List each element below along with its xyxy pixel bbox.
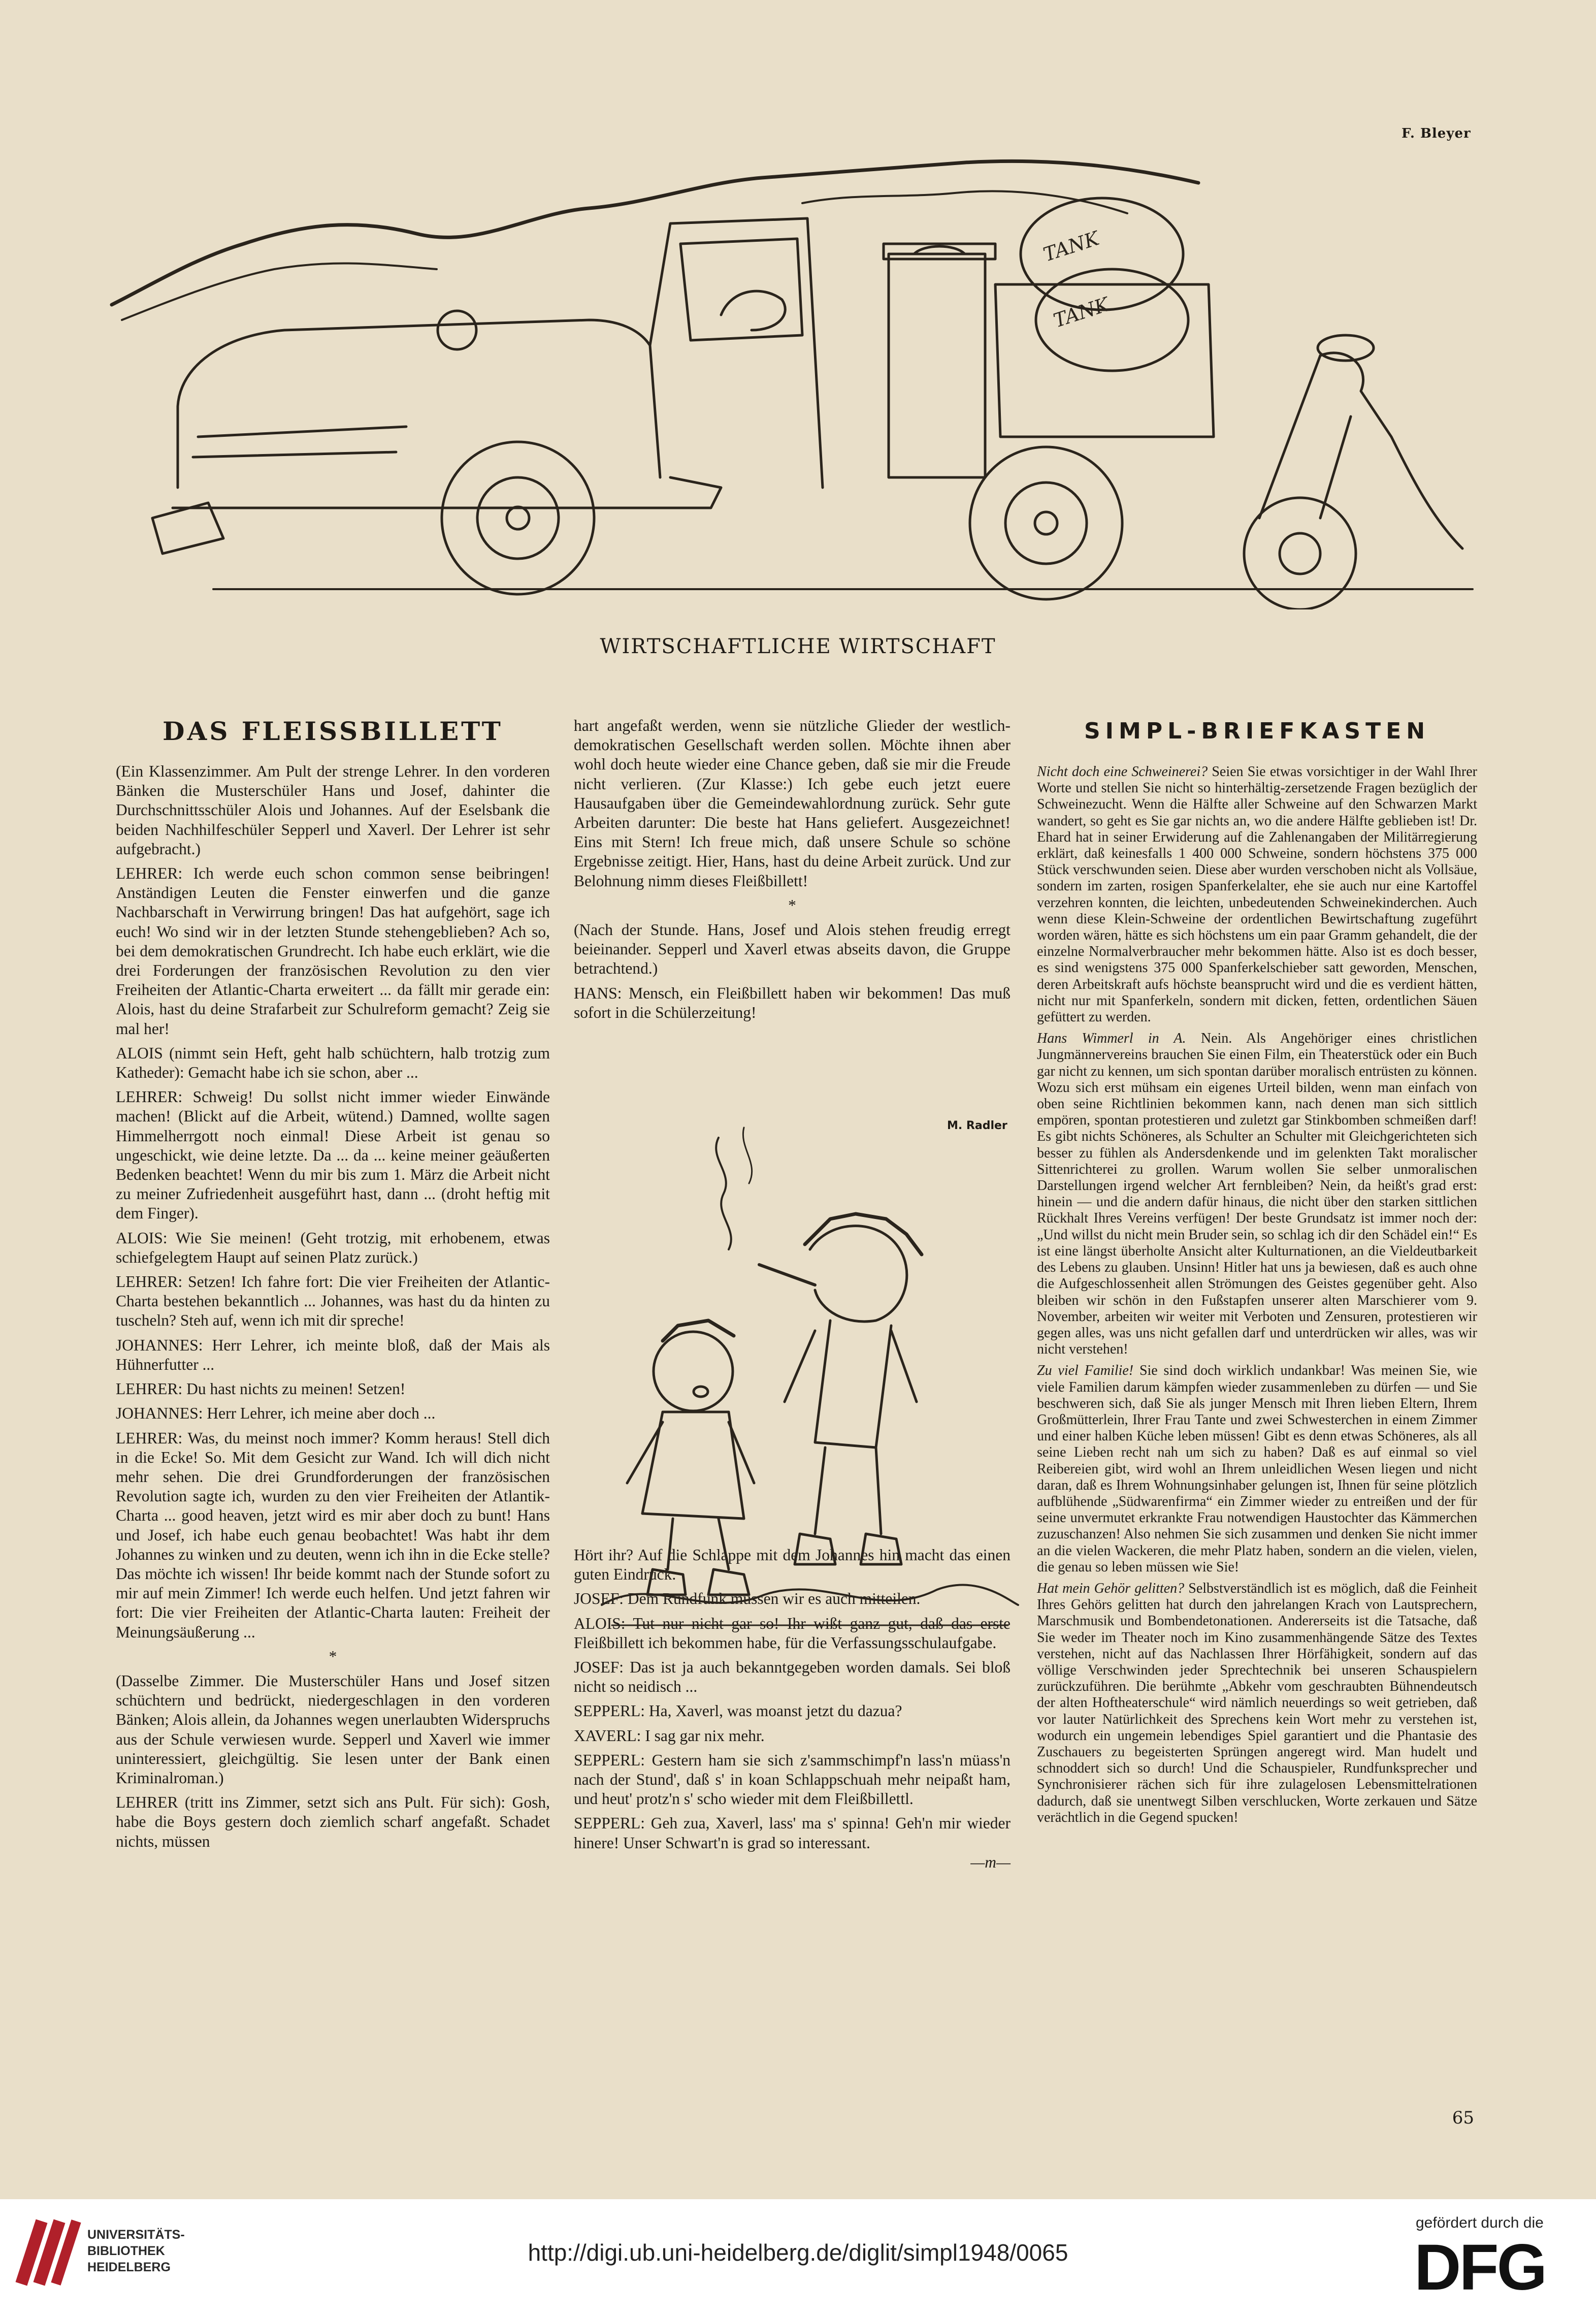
- article-paragraph: XAVERL: I sag gar nix mehr.: [574, 1726, 765, 1745]
- illustration-artist-credit: M. Radler: [947, 1119, 1007, 1132]
- letter-heading: Nicht doch eine Schweinerei?: [1037, 764, 1208, 780]
- two-boys-illustration: [592, 1117, 1023, 1640]
- briefkasten-title: SIMPL-BRIEFKASTEN: [1084, 718, 1430, 744]
- author-signature: —m—: [970, 1853, 1011, 1871]
- section-separator: *: [788, 896, 796, 914]
- briefkasten-letter: [1037, 1363, 1477, 1575]
- dfg-logo: DFG: [1414, 2231, 1546, 2304]
- article-paragraph: SEPPERL: Geh zua, Xaverl, lass' ma s' spinna! Geh'n mir wieder hinere! Unser Schwart'n is grad so interessant.: [574, 1814, 1011, 1852]
- article-paragraph: JOSEF: Das ist ja auch bekanntgegeben worden damals. Sei bloß nicht so neidisch ...: [574, 1658, 1011, 1696]
- article-fleissbillett: [116, 716, 550, 1856]
- article-paragraph: (Dasselbe Zimmer. Die Musterschüler Hans und Josef sitzen schüchtern und bedrückt, niedergeschlagen in den vorderen Bänken; Alois allein, da Johannes wegen unerlaubten Widerspruchs aus der Schule verwiesen wurde. Sepperl und Xaverl wie immer uninteressiert, gleichgültig. Sie lesen unter der Bank einen Kriminalroman.): [116, 1671, 550, 1787]
- article-paragraph: SEPPERL: Gestern ham sie sich z'sammschimpf'n lass'n müass'n nach der Stund', daß s' in koan Schlappschuah mehr neipaßt ham, und heut' protz'n s' scho wieder mit dem Fleißbillettl.: [574, 1751, 1011, 1808]
- article-paragraph: hart angefaßt werden, wenn sie nützliche Glieder der westlich-demokratischen Gesellschaft werden sollen. Möchte ihnen aber wohl doch heute wieder eine Chance geben, daß sie mir die Freude nicht verlieren. (Zur Klasse:) Ich gebe euch jetzt euere Hausaufgaben über die Gemeindewahlordnung zurück. Sehr gute Arbeiten darunter: Die beste hat Hans geliefert. Ausgezeichnet! Eins mit Stern! Ich freue mich, daß unsere Schule so schöne Ergebnisse zeitigt. Hier, Hans, hast du deine Arbeit zurück. Und zur Belohnung nimm dieses Fleißbillett!: [574, 717, 1011, 890]
- cartoon-artist-credit: F. Bleyer: [1402, 126, 1471, 141]
- simpl-briefkasten: [1037, 716, 1477, 1831]
- truck-cartoon-illustration: [91, 152, 1493, 609]
- letter-text: Nein. Als Angehöriger eines christlichen Jungmännervereins brauchen Sie einen Film, ein Theaterstück oder ein Buch gar nicht zu kennen, um sich spontan darüber moralisch entrüsten zu können. Wozu sich erst mühsam ein eigenes Urteil bilden, wenn man einfach von oben seine Richtlinien bekommen kann, nach denen man sich sittlich empören, spontan protestieren und zuletzt gar Stinkbomben schmeißen darf! Es gibt nichts Schöneres, als Schulter an Schulter mit Gleichgerichteten sich besser zu fühlen als Andersdenkende und im gelenkten Takt moralischer Sittenrichterei zu grollen. Warum wollen Sie selber unmoralischen Darstellungen irgend welcher Art fernbleiben? Nein, da heißt's grad erst: hinein — und die andern dafür hinaus, die nicht über den starken sittlichen Rückhalt Ihres Vereins verfügen! Der beste Grundsatz ist immer noch der: „Und willst du nicht mein Bruder sein, so schlag ich dir den Schädel ein!“ Es ist eine längst überholte Ansicht alter Kulturnationen, an die Vieldeutbarkeit des Lebens zu glauben. Unsinn! Hitler hat uns ja bewiesen, daß es auch ohne die Aufgeschlossenheit allen Strömungen des Geistes gegenüber geht. Also bleiben wir schön in den Fußstapfen unserer alten Marschierer vom 9. November, arbeiten wir weiter mit Verboten und Zensuren, protestieren wir gegen alles, was uns nicht gefallen darf und unterdrücken wir alles, was wir nicht verstehen!: [1037, 1031, 1477, 1358]
- letter-text: Selbstverständlich ist es möglich, daß die Feinheit Ihres Gehörs gelitten hat durch den jahrelangen Krach von Lautsprechern, Marschmusik und Bombendetonationen. Andererseits ist die Tatsache, daß Sie weder im Theater noch im Kino zusammenhängende Sätze des Textes verstehen, nicht auf das Nachlassen Ihrer Hörfähigkeit, sondern auf das völlige Verschwinden jeder Sprechtechnik bei unseren Schauspielern zurückzuführen. Die berühmte „Abkehr vom geschraubten Bühnendeutsch der alten Hoftheaterschule“ wird nämlich neuerdings so weit getrieben, daß vor lauter Natürlichkeit des Sprechens kein Wort mehr zu verstehen ist, wodurch ein ungemein lebendiges Spiel garantiert und die Phantasie des Zuschauers zu begeisterten Sprüngen angeregt wird. Man hudelt und schnoddert sich so durch! Und die Schauspieler, Rundfunksprecher und Synchronisierer rächen sich für ihre zulagelosen Lebensmittelrationen dadurch, daß sie unentwegt Silben verschlucken, Worte zerkauen und Sätze verächtlich in die Gegend spucken!: [1037, 1580, 1478, 1825]
- article-paragraph: ALOIS: Tut nur nicht gar so! Ihr wißt ganz gut, daß das erste Fleißbillett ich bekommen habe, für die Verfassungsschulaufgabe.: [574, 1614, 1011, 1652]
- article-paragraph: HANS: Mensch, ein Fleißbillett haben wir bekommen! Das muß sofort in die Schülerzeitung!: [574, 984, 1011, 1021]
- article-paragraph: LEHRER: Du hast nichts zu meinen! Setzen!: [116, 1380, 406, 1398]
- article-title: DAS FLEISSBILLETT: [162, 716, 503, 746]
- section-separator: *: [329, 1647, 337, 1665]
- article-paragraph: ALOIS: Wie Sie meinen! (Geht trotzig, mit erhobenem, etwas schiefgelegtem Haupt auf seinen Platz zurück.): [116, 1229, 550, 1266]
- article-paragraph: JOHANNES: Herr Lehrer, ich meinte bloß, daß der Mais als Hühnerfutter ...: [116, 1336, 550, 1373]
- article-paragraph: (Nach der Stunde. Hans, Josef und Alois stehen freudig erregt beieinander. Sepperl und Xaverl etwas abseits davon, die Gruppe betrachtend.): [574, 921, 1011, 978]
- article-paragraph: LEHRER: Ich werde euch schon common sense beibringen! Anständigen Leuten die Fenster einwerfen und die ganze Nachbarschaft in Verwirrung bringen! Das hat aufgehört, sage ich euch! Wo sind wir in der letzten Stunde stehengeblieben? Ach so, bei dem demokratischen Grundrecht. Ich habe euch erklärt, wie die drei Forderungen der französischen Revolution zu den vier Freiheiten der Atlantic-Charta erweitert ... da fällt mir gerade ein: Alois, hast du deine Strafarbeit zur Schulreform gemacht? Zeig sie mal her!: [116, 864, 550, 1038]
- briefkasten-letter: [1037, 764, 1477, 1025]
- article-paragraph: ALOIS (nimmt sein Heft, geht halb schüchtern, halb trotzig zum Katheder): Gemacht habe ich sie schon, aber ...: [116, 1044, 550, 1082]
- digitization-url-link[interactable]: http://digi.ub.uni-heidelberg.de/diglit/simpl1948/0065: [528, 2239, 1068, 2266]
- letter-text: Sie sind doch wirklich undankbar! Was meinen Sie, wie viele Familien darum kämpfen wieder zusammenleben zu dürfen — und Sie beschweren sich, daß Sie als junger Mensch mit Ihren lieben Eltern, Ihrem Großmütterlein, Ihrer Frau Tante und zwei Schwesterchen in einem Zimmer und einer halben Küche leben müssen! Gibt es denn etwas Schöneres, als all seine Lieben recht nah um sich zu haben? Daß es auf einmal so viel Reibereien gibt, wird wohl an Ihrem unleidlichen Wesen liegen und nicht daran, daß es Ihrem Wohnungsinhaber gelungen ist, Ihnen für seine plötzlich aufblühende „Südwarenfirma“ ein Zimmer wieder zu entreißen und der für seine unvermutet erkrankte Frau notwendigen Haustochter das Kämmerchen zuzuschanzen! Also nehmen Sie sich zusammen und denken Sie nicht immer an die vielen Wackeren, die mehr Platz haben, sondern an die vielen, vielen, die genau so leben müssen wie Sie!: [1037, 1363, 1477, 1575]
- svg-text:TANK: TANK: [1051, 293, 1112, 332]
- letter-text: Seien Sie etwas vorsichtiger in der Wahl Ihrer Worte und stellen Sie nicht so hinterhältig-zersetzende Fragen bezüglich der Schweinezucht. Wenn die Hälfte aller Schweine auf den Schwarzen Markt wandert, so geht es Sie gar nichts an, wo die andere Hälfte geblieben ist! Dr. Ehard hat in seiner Erwiderung auf die Zahlenangaben der Militärregierung erklärt, daß keinesfalls 1 400 000 Schweine, sondern höchstens 375 000 Stück verschwunden seien. Diese aber wurden verschoben nicht als Vollsäue, sondern im zarten, rosigen Spanferkelalter, ehe sie auch nur eine Kartoffel verzehren konnten, die leichten, unbedeutenden Schweinekinderchen. Auch wenn diese Klein-Schweine der ordentlichen Bewirtschaftung zugeführt worden wären, hätte es sich höchstens um ein paar Gramm gehandelt, die der einzelne Normalverbraucher mehr bekommen hätte. Also ist es doch besser, es sind wenigstens 375 000 Spanferkelschieber satt geworden, Menschen, deren Arbeitskraft aufs höchste beansprucht wird und die es verdient hätten, nicht nur mit Spanferkeln, sondern mit dicken, fetten, ordentlichen Säuen gefüttert zu werden.: [1037, 764, 1478, 1025]
- article-paragraph: LEHRER (tritt ins Zimmer, setzt sich ans Pult. Für sich): Gosh, habe die Boys gestern doch ziemlich scharf angefaßt. Schadet nichts, müssen: [116, 1793, 550, 1850]
- article-paragraph: Hört ihr? Auf die Schlappe mit dem Johannes hin macht das einen guten Eindruck.: [574, 1546, 1011, 1584]
- library-name-line: UNIVERSITÄTS-: [87, 2228, 185, 2242]
- funding-note: gefördert durch die: [1416, 2214, 1544, 2231]
- cartoon-caption: WIRTSCHAFTLICHE WIRTSCHAFT: [600, 635, 996, 658]
- article-paragraph: (Ein Klassenzimmer. Am Pult der strenge Lehrer. In den vorderen Bänken die Musterschüler Hans und Josef, dahinter die Durchschnittsschüler Alois und Johannes. Auf der Eselsbank die beiden Nachhilfeschüler Sepperl und Xaverl. Der Lehrer ist sehr aufgebracht.): [116, 762, 550, 858]
- article-paragraph: LEHRER: Was, du meinst noch immer? Komm heraus! Stell dich in die Ecke! So. Mit dem Gesicht zur Wand. Ich will dich nicht mehr sehen. Die drei Grundforderungen der französischen Revolution sagte ich, wurden zu den vier Freiheiten der Atlantik-Charta ... good heaven, jetzt wird es mir aber doch zu bunt! Hans und Josef, ich habe euch genau beobachtet! Was habt ihr dem Johannes zu winken und zu deuten, wenn ich ihn in die Ecke stelle? Das möchte ich wissen! Ihr beide kommt nach der Stunde sofort zu mir auf mein Zimmer! Ich werde euch helfen. Und jetzt fahren wir fort: Die vier Freiheiten der Atlantic-Charta lauten: Freiheit der Meinungsäußerung ...: [116, 1429, 550, 1641]
- page-number: 65: [1452, 2108, 1474, 2128]
- library-name-line: BIBLIOTHEK: [87, 2244, 165, 2258]
- briefkasten-letter: [1037, 1031, 1477, 1358]
- article-paragraph: LEHRER: Setzen! Ich fahre fort: Die vier Freiheiten der Atlantic-Charta bestehen bekanntlich ... Johannes, was hast du da hinten zu tuscheln? Steh auf, wenn ich mit dir spreche!: [116, 1273, 550, 1330]
- svg-text:TANK: TANK: [1040, 227, 1102, 266]
- letter-heading: Hans Wimmerl in A.: [1037, 1031, 1186, 1047]
- article-paragraph: LEHRER: Schweig! Du sollst nicht immer wieder Einwände machen! (Blickt auf die Arbeit, wütend.) Damned, wollte sagen Himmelherrgott noch einmal! Diese Arbeit ist genau so ungeschickt, wie deine letzte. Da ... da ... keine meiner geäußerten Bedenken beachtet! Wenn du mir bis zum 1. März die Arbeit nicht zu meiner Zufriedenheit ausgeführt hast, dann ... (droht heftig mit dem Finger).: [116, 1088, 550, 1223]
- article-paragraph: SEPPERL: Ha, Xaverl, was moanst jetzt du dazua?: [574, 1702, 902, 1720]
- letter-heading: Hat mein Gehör gelitten?: [1037, 1580, 1185, 1596]
- library-name-line: HEIDELBERG: [87, 2260, 171, 2274]
- article-paragraph: JOHANNES: Herr Lehrer, ich meine aber doch ...: [116, 1404, 436, 1423]
- article-paragraph: JOSEF: Dem Rundfunk müssen wir es auch mitteilen.: [574, 1590, 921, 1608]
- letter-heading: Zu viel Familie!: [1037, 1363, 1134, 1379]
- briefkasten-letter: [1037, 1581, 1477, 1826]
